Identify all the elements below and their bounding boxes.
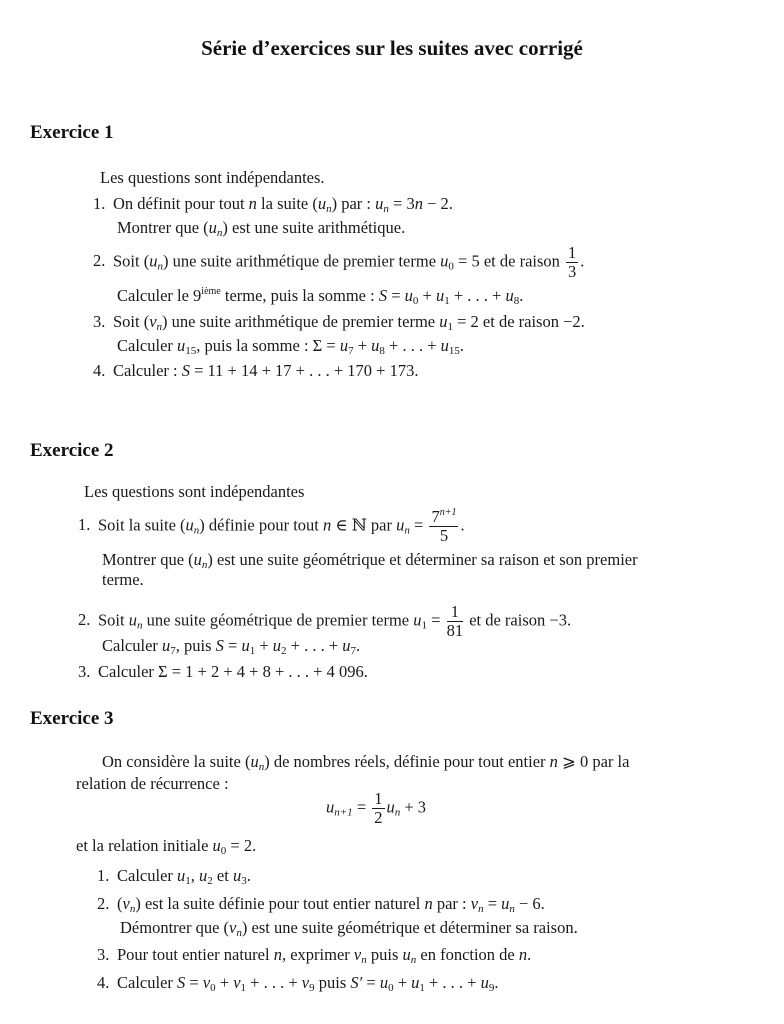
math-sub: n — [361, 954, 367, 966]
text: ) est une suite arithmétique. — [222, 218, 406, 237]
text: Montrer que ( — [117, 218, 209, 237]
math-var: u — [440, 251, 449, 271]
text: . — [459, 336, 465, 355]
ex3-initial-condition — [76, 836, 256, 856]
math-var: v — [229, 918, 237, 937]
item-number: 3. — [78, 662, 91, 681]
fraction-numerator: 1 — [568, 243, 577, 262]
text: On définit pour tout — [113, 194, 249, 213]
math-sub: n — [156, 321, 163, 333]
text: et — [212, 866, 233, 885]
math-sub: n — [383, 203, 389, 215]
math-var: u — [208, 218, 217, 237]
text: ) est la suite définie pour tout entier naturel — [135, 894, 425, 913]
math-var: u — [480, 973, 489, 992]
ex3-q3 — [97, 945, 531, 965]
text: en fonction de — [416, 945, 519, 964]
math-sub: n — [258, 761, 265, 773]
math-var: v — [202, 973, 211, 992]
text: + . . . + — [384, 336, 441, 355]
math-var: n — [414, 194, 423, 213]
text: Soit la suite ( — [98, 515, 186, 535]
math-sub: 1 — [240, 982, 247, 994]
math-sub: n — [157, 260, 163, 273]
ex1-q3-line2 — [117, 336, 464, 356]
math-sub: 1 — [185, 875, 191, 887]
item-number: 1. — [78, 515, 91, 535]
math-sub: 8 — [379, 345, 385, 357]
text: + . . . + — [449, 286, 506, 305]
text: ( — [117, 894, 123, 913]
exercise-1-heading: Exercice 1 — [30, 122, 114, 143]
fraction — [447, 603, 464, 640]
math-var: n — [323, 515, 332, 535]
math-sub: 1 — [447, 321, 453, 333]
math-var: n — [518, 945, 528, 964]
text: ⩾ 0 par la — [557, 752, 630, 771]
text: , puis la somme : Σ = — [196, 336, 340, 355]
text: une suite géométrique de premier terme — [142, 610, 414, 630]
math-var: v — [122, 894, 130, 913]
math-var: u — [250, 752, 259, 771]
ex2-q1-line3: terme. — [102, 570, 144, 589]
text: et la relation initiale — [76, 836, 213, 855]
math-sub: 1 — [444, 295, 450, 307]
text: Soit ( — [113, 312, 150, 331]
math-sub: 1 — [249, 645, 256, 657]
math-sub: 7 — [350, 645, 357, 657]
math-var: S — [181, 361, 190, 380]
fraction-numerator: 1 — [374, 789, 383, 808]
math-var: u — [199, 866, 208, 885]
text: ) est une suite géométrique et déterminer sa raison. — [241, 918, 578, 937]
ex3-q1 — [97, 866, 251, 886]
math-var: u — [149, 251, 158, 271]
math-var: u — [371, 336, 380, 355]
math-var: n — [549, 752, 558, 771]
ex1-q4 — [93, 361, 418, 381]
text: Calculer — [117, 866, 178, 885]
ex3-q4 — [97, 973, 499, 993]
text: = 2. — [226, 836, 257, 855]
math-var: v — [233, 973, 241, 992]
math-sub: n — [326, 203, 332, 215]
text: − 2. — [422, 194, 453, 213]
fraction — [372, 790, 384, 827]
item-number: 1. — [93, 194, 106, 213]
text: + — [418, 286, 436, 305]
text: ∈ ℕ par — [331, 515, 397, 535]
ex2-q2-line2 — [102, 636, 360, 656]
superscript: ième — [201, 286, 221, 297]
math-var: u — [272, 636, 282, 655]
math-var: u — [162, 636, 171, 655]
item-number: 3. — [97, 945, 110, 964]
item-number: 2. — [78, 610, 91, 630]
item-number: 2. — [97, 894, 110, 913]
fraction-denominator: 2 — [374, 808, 383, 827]
ex2-q3 — [78, 662, 368, 682]
math-var: u — [505, 286, 514, 305]
math-var: u — [317, 194, 327, 213]
math-var: u — [440, 336, 449, 355]
math-var: v — [353, 945, 362, 964]
fraction-numerator: 1 — [447, 603, 464, 622]
text: ) une suite arithmétique de premier terme — [162, 251, 441, 271]
item-number: 1. — [97, 866, 110, 885]
math-var: u — [232, 866, 242, 885]
math-var: n — [424, 894, 433, 913]
text: . — [460, 515, 465, 535]
math-sub: n — [216, 227, 223, 239]
math-sub: 2 — [281, 645, 287, 657]
text: On considère la suite ( — [102, 752, 251, 771]
text: + . . . + — [246, 973, 302, 992]
exercise-3-heading: Exercice 3 — [30, 708, 114, 729]
math-sub: n — [136, 619, 143, 632]
math-sub: 7 — [170, 645, 176, 657]
math-var: u — [128, 610, 137, 630]
text: = 2 et de raison −2. — [452, 312, 585, 331]
text: , exprimer — [281, 945, 354, 964]
text: , puis — [175, 636, 216, 655]
ex1-q2-line1 — [93, 244, 584, 281]
text: ) par : — [331, 194, 376, 213]
ex3-q2-line2 — [120, 918, 578, 938]
text: + — [255, 636, 273, 655]
math-sub: 9 — [309, 982, 315, 994]
text: = 3 — [388, 194, 415, 213]
math-sub: 0 — [388, 982, 394, 994]
math-sub: 1 — [419, 982, 425, 994]
text: Soit ( — [113, 251, 150, 271]
math-var: u — [379, 973, 389, 992]
math-sub: 0 — [220, 845, 227, 857]
math-var: S — [177, 973, 186, 992]
text: + . . . + — [424, 973, 481, 992]
math-var: u — [402, 945, 411, 964]
ex2-q2-line1 — [78, 603, 571, 640]
text: = — [483, 894, 502, 913]
text: ) de nombres réels, définie pour tout entier — [264, 752, 550, 771]
text: + 3 — [400, 797, 427, 817]
text: . — [246, 866, 251, 885]
math-var: u — [439, 312, 448, 331]
base: 7 — [431, 507, 440, 526]
ex2-q1-line1 — [78, 508, 465, 545]
math-sub: n — [193, 524, 200, 537]
item-number: 3. — [93, 312, 106, 331]
text: + . . . + — [286, 636, 343, 655]
text: Calculer : — [113, 361, 182, 380]
item-number: 4. — [93, 361, 106, 380]
math-var: u — [411, 973, 420, 992]
math-sub: 2 — [207, 875, 213, 887]
math-sub: 15 — [448, 345, 460, 357]
math-var: u — [212, 836, 221, 855]
math-sub: 15 — [185, 345, 197, 357]
math-sub: n — [129, 903, 136, 915]
text: . — [356, 636, 361, 655]
text: Soit — [98, 610, 129, 630]
text: puis — [366, 945, 403, 964]
text: = — [223, 636, 242, 655]
math-var: u — [339, 336, 349, 355]
math-sub: 0 — [210, 982, 216, 994]
math-var: v — [149, 312, 157, 331]
ex1-q1-line1 — [93, 194, 453, 214]
math-var: u — [501, 894, 510, 913]
math-sub: n — [478, 903, 484, 915]
ex2-intro: Les questions sont indépendantes — [84, 482, 305, 501]
fraction — [429, 508, 458, 545]
math-var: u — [326, 797, 335, 817]
math-var: u — [177, 866, 186, 885]
math-sub: 0 — [448, 260, 454, 273]
exercise-2-heading: Exercice 2 — [30, 440, 114, 461]
text: = — [352, 797, 371, 817]
text: Démontrer que ( — [120, 918, 230, 937]
text: et de raison −3. — [465, 610, 572, 630]
text: = — [409, 515, 428, 535]
math-sub: 9 — [488, 982, 495, 994]
text: + — [215, 973, 234, 992]
text: − 6. — [514, 894, 545, 913]
math-sub: n — [394, 806, 401, 819]
math-var: S′ — [350, 973, 363, 992]
math-var: S — [378, 286, 388, 305]
text: Calculer le 9 — [117, 286, 202, 305]
item-number: 2. — [93, 251, 106, 271]
ex3-q2-line1 — [97, 894, 545, 914]
fraction-denominator: 5 — [439, 526, 449, 545]
text: Calculer — [117, 336, 178, 355]
ex3-para-line1 — [102, 752, 629, 772]
math-var: n — [248, 194, 257, 213]
page-title: Série d’exercices sur les suites avec corrigé — [201, 36, 583, 60]
text: + — [393, 973, 412, 992]
math-sub: n — [201, 559, 208, 571]
math-var: u — [185, 515, 194, 535]
math-sub: 3 — [241, 875, 247, 887]
ex2-q1-line2 — [102, 550, 638, 570]
math-var: v — [470, 894, 479, 913]
math-var: u — [413, 610, 422, 630]
ex1-q1-line2 — [117, 218, 405, 238]
item-number: 4. — [97, 973, 110, 992]
fraction-denominator: 81 — [446, 621, 464, 640]
text: par : — [432, 894, 471, 913]
math-var: u — [375, 194, 384, 213]
text: la suite ( — [256, 194, 318, 213]
math-sub: 1 — [421, 619, 428, 632]
math-var: n — [273, 945, 282, 964]
fraction-numerator — [429, 508, 458, 527]
math-var: u — [386, 797, 395, 817]
text: = — [185, 973, 203, 992]
math-var: u — [193, 550, 202, 569]
math-sub: 0 — [412, 295, 419, 307]
math-sub: 8 — [513, 295, 520, 307]
math-var: u — [241, 636, 250, 655]
text: Calculer — [102, 636, 163, 655]
math-sub: n — [410, 954, 417, 966]
text: ) une suite arithmétique de premier terme — [162, 312, 440, 331]
text: Montrer que ( — [102, 550, 194, 569]
math-var: v — [301, 973, 310, 992]
math-sub: n — [509, 903, 515, 915]
ex1-intro: Les questions sont indépendantes. — [100, 168, 325, 187]
exponent: n+1 — [439, 507, 457, 518]
text: . — [580, 251, 585, 271]
math-var: u — [404, 286, 413, 305]
math-sub: n — [236, 927, 242, 939]
ex1-q2-line2 — [117, 286, 523, 306]
text: . — [494, 973, 499, 992]
math-sub: 7 — [348, 345, 354, 357]
math-var: u — [342, 636, 351, 655]
text: = — [427, 610, 445, 630]
text: . — [527, 945, 532, 964]
ex3-para-line2: relation de récurrence : — [76, 774, 229, 793]
math-var: u — [396, 515, 405, 535]
text: = 11 + 14 + 17 + . . . + 170 + 173. — [189, 361, 419, 380]
text: . — [519, 286, 524, 305]
text: Pour tout entier naturel — [117, 945, 274, 964]
text: Calculer Σ = 1 + 2 + 4 + 8 + . . . + 4 096. — [98, 662, 368, 681]
ex3-recurrence-equation — [326, 790, 426, 827]
math-var: u — [435, 286, 445, 305]
math-sub: n — [404, 524, 410, 537]
fraction — [566, 244, 578, 281]
math-sub: n+1 — [334, 806, 353, 819]
text: = — [387, 286, 405, 305]
fraction-denominator: 3 — [568, 262, 577, 281]
math-var: S — [215, 636, 224, 655]
text: Calculer — [117, 973, 178, 992]
ex1-q3-line1 — [93, 312, 585, 332]
text: = 5 et de raison — [453, 251, 565, 271]
text: terme, puis la somme : — [220, 286, 379, 305]
text: ) définie pour tout — [199, 515, 324, 535]
text: = — [362, 973, 380, 992]
text: + — [353, 336, 372, 355]
math-var: u — [177, 336, 186, 355]
text: puis — [314, 973, 351, 992]
text: ) est une suite géométrique et déterminer sa raison et son premier — [207, 550, 638, 569]
text: , — [190, 866, 200, 885]
